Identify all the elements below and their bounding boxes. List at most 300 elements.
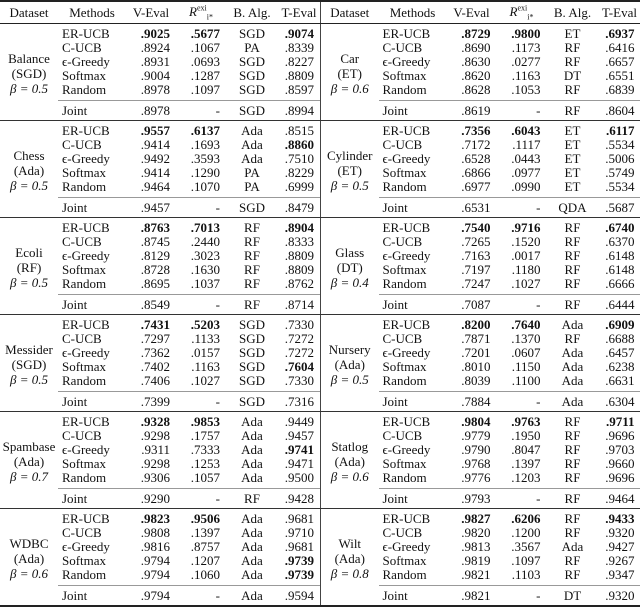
reward-cell-value: .1037 <box>191 276 220 291</box>
method-cell: Softmax <box>379 360 447 374</box>
method-cell: Softmax <box>379 554 447 568</box>
reward-cell-value: .1757 <box>191 428 220 443</box>
reward-cell <box>176 101 226 121</box>
base-algorithm-cell-value: DT <box>564 588 581 603</box>
teval-cell <box>599 586 640 606</box>
header-row <box>321 2 640 24</box>
reward-cell <box>176 429 226 443</box>
reward-cell-value: .7013 <box>191 220 220 235</box>
teval-cell <box>278 24 320 42</box>
reward-cell <box>176 526 226 540</box>
veval-cell <box>126 198 176 218</box>
teval-cell-value: .8860 <box>285 137 314 152</box>
reward-cell <box>497 41 547 55</box>
veval-cell <box>126 41 176 55</box>
base-algorithm-cell-value: RF <box>565 220 581 235</box>
reward-cell <box>176 24 226 42</box>
veval-cell <box>447 277 497 295</box>
dataset-beta: β = 0.8 <box>321 566 379 581</box>
teval-cell <box>599 55 640 69</box>
method-cell: C-UCB <box>379 235 447 249</box>
veval-cell-value: .8628 <box>461 82 490 97</box>
teval-cell <box>278 346 320 360</box>
teval-cell-value: .5749 <box>605 165 634 180</box>
teval-cell-value: .9428 <box>285 491 314 506</box>
base-algorithm-cell-value: RF <box>565 470 581 485</box>
teval-cell <box>599 332 640 346</box>
teval-cell <box>278 277 320 295</box>
base-algorithm-cell <box>547 24 599 42</box>
method-cell: Random <box>58 277 126 295</box>
teval-cell-value: .9741 <box>285 442 314 457</box>
results-table-left <box>0 2 320 605</box>
veval-cell-value: .8924 <box>141 40 170 55</box>
header-methods: Methods <box>58 2 126 24</box>
method-cell: ϵ-Greedy <box>58 443 126 457</box>
veval-cell-value: .9790 <box>461 442 490 457</box>
teval-cell-value: .6304 <box>605 394 634 409</box>
veval-cell-value: .8620 <box>461 68 490 83</box>
base-algorithm-cell-value: Ada <box>241 553 263 568</box>
teval-cell <box>599 180 640 198</box>
reward-cell-value: .1150 <box>512 359 541 374</box>
teval-cell-value: .9594 <box>285 588 314 603</box>
reward-cell <box>176 471 226 489</box>
reward-cell-value: - <box>536 103 540 118</box>
method-cell: ER-UCB <box>58 509 126 527</box>
base-algorithm-cell <box>547 180 599 198</box>
method-cell: ER-UCB <box>58 218 126 236</box>
veval-cell <box>126 489 176 509</box>
veval-cell-value: .6977 <box>461 179 490 194</box>
teval-cell-value: .8904 <box>285 220 314 235</box>
veval-cell-value: .8763 <box>141 220 170 235</box>
veval-cell <box>126 568 176 586</box>
base-algorithm-cell <box>547 509 599 527</box>
teval-cell <box>599 346 640 360</box>
base-algorithm-cell-value: RF <box>565 103 581 118</box>
reward-cell <box>497 83 547 101</box>
teval-cell-value: .7316 <box>285 394 314 409</box>
teval-cell <box>599 443 640 457</box>
method-cell: Random <box>379 471 447 489</box>
reward-cell-value: .0990 <box>511 179 540 194</box>
veval-cell-value: .7884 <box>461 394 490 409</box>
method-cell: Joint <box>379 101 447 121</box>
base-algorithm-cell <box>547 412 599 430</box>
base-algorithm-cell-value: Ada <box>241 123 263 138</box>
veval-cell <box>447 526 497 540</box>
teval-cell <box>599 554 640 568</box>
veval-cell <box>447 69 497 83</box>
reward-cell <box>176 83 226 101</box>
teval-cell-value: .8227 <box>285 54 314 69</box>
veval-cell-value: .6528 <box>461 151 490 166</box>
base-algorithm-cell-value: Ada <box>562 373 584 388</box>
base-algorithm-cell <box>547 554 599 568</box>
veval-cell-value: .7406 <box>141 373 170 388</box>
dataset-base-learner: (ET) <box>321 163 379 178</box>
reward-cell <box>176 218 226 236</box>
veval-cell-value: .9328 <box>141 414 170 429</box>
reward-cell <box>497 24 547 42</box>
teval-cell <box>599 24 640 42</box>
teval-cell-value: .9433 <box>605 511 634 526</box>
reward-cell <box>176 374 226 392</box>
reward-cell <box>176 586 226 606</box>
header-veval: V-Eval <box>447 2 497 24</box>
base-algorithm-cell-value: SGD <box>239 373 265 388</box>
method-cell: Joint <box>58 586 126 606</box>
reward-cell <box>176 69 226 83</box>
veval-cell-value: .9776 <box>461 470 490 485</box>
teval-cell <box>278 69 320 83</box>
teval-cell <box>599 277 640 295</box>
reward-cell <box>497 277 547 295</box>
reward-cell-value: - <box>536 491 540 506</box>
header-teval: T-Eval <box>599 2 640 24</box>
header-row <box>0 2 320 24</box>
teval-cell-value: .8597 <box>285 82 314 97</box>
r-superscript: exi <box>517 4 527 13</box>
reward-cell-value: .9800 <box>511 26 540 41</box>
teval-cell <box>599 540 640 554</box>
reward-cell-value: .0607 <box>511 345 540 360</box>
reward-cell-value: .3567 <box>511 539 540 554</box>
veval-cell-value: .7247 <box>461 276 490 291</box>
teval-cell-value: .5534 <box>605 179 634 194</box>
dataset-base-learner: (RF) <box>0 260 58 275</box>
teval-cell-value: .8339 <box>285 40 314 55</box>
method-cell: C-UCB <box>58 332 126 346</box>
veval-cell-value: .9768 <box>461 456 490 471</box>
method-cell: Softmax <box>379 263 447 277</box>
teval-cell <box>599 392 640 412</box>
teval-cell <box>599 295 640 315</box>
method-cell: Joint <box>379 586 447 606</box>
reward-cell-value: .7640 <box>511 317 540 332</box>
base-algorithm-cell <box>226 457 278 471</box>
teval-cell-value: .7604 <box>285 359 314 374</box>
reward-cell-value: - <box>216 394 220 409</box>
base-algorithm-cell-value: Ada <box>241 414 263 429</box>
reward-cell <box>497 198 547 218</box>
veval-cell <box>447 166 497 180</box>
teval-cell <box>278 374 320 392</box>
reward-cell <box>497 263 547 277</box>
reward-cell-value: .6206 <box>511 511 540 526</box>
method-cell: C-UCB <box>58 429 126 443</box>
reward-cell-value: .3023 <box>191 248 220 263</box>
veval-cell <box>447 586 497 606</box>
dataset-name: Balance <box>0 51 58 66</box>
base-algorithm-cell <box>547 101 599 121</box>
veval-cell-value: .8690 <box>461 40 490 55</box>
base-algorithm-cell <box>226 101 278 121</box>
dataset-cell <box>321 412 379 509</box>
base-algorithm-cell <box>547 295 599 315</box>
reward-cell <box>497 69 547 83</box>
teval-cell-value: .6740 <box>605 220 634 235</box>
base-algorithm-cell-value: RF <box>565 414 581 429</box>
teval-cell <box>278 429 320 443</box>
reward-cell-value: .9763 <box>511 414 540 429</box>
teval-cell-value: .9739 <box>285 553 314 568</box>
veval-cell <box>447 360 497 374</box>
reward-cell <box>176 412 226 430</box>
base-algorithm-cell <box>547 332 599 346</box>
base-algorithm-cell-value: RF <box>244 220 260 235</box>
teval-cell <box>278 83 320 101</box>
dataset-cell <box>321 315 379 412</box>
teval-cell-value: .8809 <box>285 262 314 277</box>
teval-cell-value: .6937 <box>605 26 634 41</box>
veval-cell-value: .8200 <box>461 317 490 332</box>
veval-cell <box>447 392 497 412</box>
teval-cell-value: .9500 <box>285 470 314 485</box>
teval-cell <box>599 489 640 509</box>
header-base-algorithm: B. Alg. <box>547 2 599 24</box>
reward-cell-value: .1287 <box>191 68 220 83</box>
reward-cell-value: .1163 <box>512 68 541 83</box>
veval-cell-value: .9004 <box>141 68 170 83</box>
teval-cell <box>599 526 640 540</box>
teval-cell-value: .7330 <box>285 373 314 388</box>
veval-cell-value: .7297 <box>141 331 170 346</box>
method-cell: ϵ-Greedy <box>58 540 126 554</box>
table-row <box>321 412 640 430</box>
header-teval: T-Eval <box>278 2 320 24</box>
base-algorithm-cell <box>547 41 599 55</box>
method-cell: ϵ-Greedy <box>379 249 447 263</box>
veval-cell <box>126 218 176 236</box>
teval-cell <box>278 101 320 121</box>
method-cell: ER-UCB <box>379 24 447 42</box>
base-algorithm-cell-value: SGD <box>239 68 265 83</box>
reward-cell-value: - <box>216 588 220 603</box>
reward-cell-value: .1520 <box>511 234 540 249</box>
veval-cell <box>126 315 176 333</box>
reward-cell-value: .6043 <box>511 123 540 138</box>
base-algorithm-cell <box>226 568 278 586</box>
base-algorithm-cell-value: RF <box>565 491 581 506</box>
veval-cell <box>126 24 176 42</box>
teval-cell <box>278 540 320 554</box>
teval-cell <box>278 457 320 471</box>
method-cell: Softmax <box>379 166 447 180</box>
teval-cell <box>278 360 320 374</box>
teval-cell-value: .6148 <box>605 248 634 263</box>
base-algorithm-cell-value: RF <box>565 276 581 291</box>
dataset-cell <box>321 218 379 315</box>
table-row <box>321 218 640 236</box>
veval-cell <box>447 295 497 315</box>
base-algorithm-cell-value: ET <box>565 165 581 180</box>
veval-cell-value: .7197 <box>461 262 490 277</box>
teval-cell <box>599 412 640 430</box>
method-cell: C-UCB <box>58 526 126 540</box>
base-algorithm-cell <box>226 166 278 180</box>
reward-cell <box>497 554 547 568</box>
veval-cell-value: .7540 <box>461 220 490 235</box>
teval-cell <box>278 121 320 139</box>
veval-cell <box>447 443 497 457</box>
veval-cell <box>126 83 176 101</box>
dataset-base-learner: (Ada) <box>321 454 379 469</box>
teval-cell-value: .8809 <box>285 68 314 83</box>
teval-cell-value: .8994 <box>285 103 314 118</box>
base-algorithm-cell <box>547 249 599 263</box>
reward-cell <box>176 41 226 55</box>
veval-cell <box>447 121 497 139</box>
base-algorithm-cell <box>226 315 278 333</box>
veval-cell <box>126 166 176 180</box>
method-cell: ER-UCB <box>58 315 126 333</box>
teval-cell <box>599 198 640 218</box>
method-cell: Random <box>58 568 126 586</box>
reward-cell <box>497 374 547 392</box>
base-algorithm-cell-value: RF <box>565 234 581 249</box>
reward-cell-value: .1253 <box>191 456 220 471</box>
veval-cell <box>447 180 497 198</box>
base-algorithm-cell <box>547 346 599 360</box>
teval-cell-value: .8229 <box>285 165 314 180</box>
teval-cell-value: .6551 <box>605 68 634 83</box>
base-algorithm-cell-value: Ada <box>241 137 263 152</box>
veval-cell <box>126 277 176 295</box>
teval-cell <box>278 166 320 180</box>
method-cell: Random <box>58 471 126 489</box>
base-algorithm-cell-value: Ada <box>241 511 263 526</box>
reward-cell <box>497 101 547 121</box>
teval-cell-value: .9464 <box>605 491 634 506</box>
base-algorithm-cell <box>226 429 278 443</box>
teval-cell <box>599 166 640 180</box>
teval-cell-value: .5006 <box>605 151 634 166</box>
dataset-beta: β = 0.5 <box>0 81 58 96</box>
base-algorithm-cell <box>547 540 599 554</box>
reward-cell-value: .0443 <box>511 151 540 166</box>
dataset-base-learner: (Ada) <box>0 163 58 178</box>
base-algorithm-cell <box>226 138 278 152</box>
veval-cell-value: .7201 <box>461 345 490 360</box>
table-row <box>0 509 320 527</box>
reward-cell <box>497 360 547 374</box>
reward-cell <box>497 121 547 139</box>
teval-cell <box>599 457 640 471</box>
veval-cell-value: .6866 <box>461 165 490 180</box>
method-cell: Random <box>58 180 126 198</box>
veval-cell <box>126 429 176 443</box>
veval-cell-value: .8010 <box>461 359 490 374</box>
veval-cell-value: .7362 <box>141 345 170 360</box>
veval-cell-value: .9820 <box>461 525 490 540</box>
veval-cell-value: .8978 <box>141 82 170 97</box>
method-cell: Softmax <box>58 457 126 471</box>
method-cell: Softmax <box>58 263 126 277</box>
veval-cell-value: .9557 <box>141 123 170 138</box>
table-row <box>0 412 320 430</box>
teval-cell-value: .6416 <box>605 40 634 55</box>
teval-cell-value: .6999 <box>285 179 314 194</box>
veval-cell-value: .7431 <box>141 317 170 332</box>
reward-cell-value: .1290 <box>191 165 220 180</box>
teval-cell-value: .6238 <box>605 359 634 374</box>
teval-cell <box>278 412 320 430</box>
reward-cell <box>497 138 547 152</box>
base-algorithm-cell <box>547 277 599 295</box>
base-algorithm-cell <box>547 83 599 101</box>
method-cell: Softmax <box>379 69 447 83</box>
veval-cell <box>126 509 176 527</box>
base-algorithm-cell-value: PA <box>244 40 259 55</box>
base-algorithm-cell <box>226 332 278 346</box>
reward-cell-value: .9716 <box>511 220 540 235</box>
veval-cell-value: .7172 <box>461 137 490 152</box>
base-algorithm-cell-value: Ada <box>241 456 263 471</box>
teval-cell-value: .9660 <box>605 456 634 471</box>
veval-cell-value: .8695 <box>141 276 170 291</box>
dataset-base-learner: (ET) <box>321 66 379 81</box>
reward-cell <box>497 526 547 540</box>
teval-cell <box>278 471 320 489</box>
method-cell: ϵ-Greedy <box>58 55 126 69</box>
base-algorithm-cell <box>226 24 278 42</box>
reward-cell <box>176 346 226 360</box>
dataset-cell <box>0 412 58 509</box>
veval-cell-value: .9793 <box>461 491 490 506</box>
veval-cell-value: .9298 <box>141 456 170 471</box>
base-algorithm-cell <box>547 374 599 392</box>
method-cell: ϵ-Greedy <box>379 346 447 360</box>
teval-cell-value: .9681 <box>285 539 314 554</box>
veval-cell <box>447 218 497 236</box>
base-algorithm-cell-value: Ada <box>562 345 584 360</box>
base-algorithm-cell-value: PA <box>244 179 259 194</box>
base-algorithm-cell-value: RF <box>565 297 581 312</box>
veval-cell-value: .9290 <box>141 491 170 506</box>
base-algorithm-cell <box>547 121 599 139</box>
veval-cell-value: .8549 <box>141 297 170 312</box>
base-algorithm-cell <box>547 198 599 218</box>
reward-cell <box>176 235 226 249</box>
base-algorithm-cell <box>226 55 278 69</box>
veval-cell <box>447 332 497 346</box>
base-algorithm-cell-value: SGD <box>239 54 265 69</box>
reward-cell <box>176 509 226 527</box>
header-reward <box>497 2 547 24</box>
dataset-beta: β = 0.4 <box>321 275 379 290</box>
base-algorithm-cell-value: PA <box>244 165 259 180</box>
base-algorithm-cell <box>547 568 599 586</box>
teval-cell <box>278 55 320 69</box>
teval-cell-value: .8714 <box>285 297 314 312</box>
teval-cell-value: .5687 <box>605 200 634 215</box>
teval-cell-value: .6444 <box>605 297 634 312</box>
base-algorithm-cell-value: RF <box>244 297 260 312</box>
dataset-name: Nursery <box>321 342 379 357</box>
teval-cell-value: .8762 <box>285 276 314 291</box>
base-algorithm-cell-value: RF <box>244 248 260 263</box>
method-cell: Softmax <box>58 554 126 568</box>
header-base-algorithm: B. Alg. <box>226 2 278 24</box>
method-cell: ER-UCB <box>379 121 447 139</box>
teval-cell <box>599 471 640 489</box>
method-cell: Joint <box>58 392 126 412</box>
dataset-cell <box>0 509 58 606</box>
base-algorithm-cell-value: ET <box>565 179 581 194</box>
reward-cell-value: .1200 <box>511 525 540 540</box>
